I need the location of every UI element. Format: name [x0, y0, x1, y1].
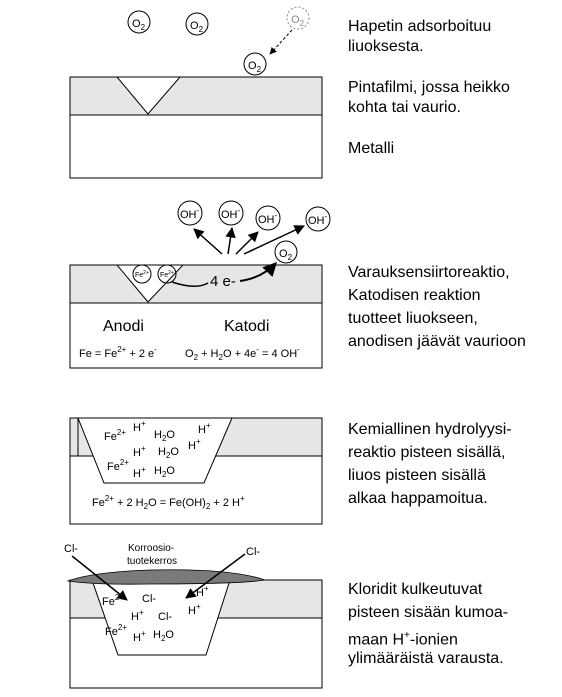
panel-4 [64, 543, 322, 688]
panel2-desc-2: Katodisen reaktion [348, 287, 481, 304]
panel3-desc-4: alkaa happamoitua. [348, 490, 488, 507]
anode-label: Anodi [103, 318, 144, 335]
panel3-desc-3: liuos pisteen sisällä [348, 467, 486, 484]
oh-ion-1 [178, 201, 202, 225]
oh-arrow-2 [228, 228, 232, 254]
oh-arrow-1 [194, 229, 222, 254]
pit4-fe-2: $Fe^{2+}$ [105, 623, 127, 638]
panel-1 [70, 7, 322, 178]
svg-text:O2: $O_2$ [279, 248, 293, 262]
hydrolysis-equation: $Fe^{2+} + 2$ $H_2O = Fe(OH)_2 + 2$ H+ [92, 494, 245, 511]
pit3-water-1: $H_2O$ [154, 429, 175, 443]
pit4-fe-1: $Fe^{2+}$ [102, 593, 124, 608]
svg-text:OH-: OH- [221, 206, 241, 221]
panel2-desc-1: Varauksensiirtoreaktio, [348, 264, 510, 281]
panel2-desc-4: anodisen jäävät vaurioon [348, 333, 526, 350]
o2-molecule-1 [128, 11, 150, 33]
o2-molecule-ghost [287, 7, 309, 29]
pit3-fe-1: $Fe^{2+}$ [104, 428, 126, 443]
svg-text:O2: $O_2$ [248, 60, 262, 74]
panel4-desc-3a: maan H [348, 631, 405, 649]
anode-equation: $Fe = Fe^{2+} + 2$ e- [79, 345, 157, 360]
chloride-label-left: Cl- [64, 543, 79, 555]
adsorption-arrow [270, 30, 292, 54]
pit3-h-3: H+ [133, 444, 146, 459]
oh-ion-4 [306, 207, 330, 231]
svg-text:O2: $O_2$ [190, 20, 204, 34]
oh-ion-3 [256, 206, 280, 230]
pit3-fe-2: $Fe^{2+}$ [107, 458, 129, 473]
panel1-desc-1: Hapetin adsorboituu [348, 18, 492, 35]
panel3-desc-2: reaktio pisteen sisällä, [348, 444, 506, 461]
corrosion-layer-label-1: Korroosio- [128, 543, 175, 554]
pit4-h-4: H+ [133, 629, 146, 644]
surface-film [70, 77, 322, 115]
pit3-h-4: H+ [188, 437, 201, 452]
pit3-water-3: $H_2O$ [154, 465, 175, 479]
o2-molecule-adsorbed [244, 53, 266, 75]
svg-text:OH-: OH- [180, 206, 200, 221]
svg-text:Fe2+: $Fe^{2+}$ [160, 270, 174, 279]
panel4-desc-3b: -ionien [409, 631, 458, 649]
o2-molecule-2 [186, 13, 208, 35]
svg-text:OH-: OH- [258, 211, 278, 226]
o2-molecule-cathode [275, 241, 297, 263]
panel4-desc-2: pisteen sisään kumoa- [348, 604, 509, 621]
pit3-water-2: $H_2O$ [158, 446, 179, 460]
pit4-h-2: H+ [131, 608, 144, 623]
panel4-desc-1: Kloridit kulkeutuvat [348, 581, 483, 598]
panel3-desc-1: Kemiallinen hydrolyysi- [348, 421, 512, 438]
oh-arrow-4 [244, 226, 304, 254]
panel2-desc-3: tuotteet liuokseen, [348, 310, 478, 327]
pit4-h-3: H+ [188, 602, 201, 617]
pit4-water: $H_2O$ [153, 629, 174, 643]
panel4-desc-4: ylimääräistä varausta. [348, 650, 504, 667]
pit4-cl-2: Cl- [158, 611, 173, 623]
chloride-label-right: Cl- [246, 546, 261, 558]
electrons-label: 4 e- [210, 273, 236, 290]
cathode-equation: $O_2 + H_2O + 4e^- = 4$ OH- [185, 345, 300, 362]
panel1-desc-5: Metalli [348, 140, 395, 157]
panel4-desc-3-sup: + [404, 630, 410, 641]
svg-text:Fe2+: $Fe^{2+}$ [135, 270, 149, 279]
panel-2 [70, 201, 330, 368]
corrosion-layer-label-2: tuotekerros [127, 556, 178, 567]
pit3-h-1: H+ [133, 419, 146, 434]
oh-arrow-3 [236, 232, 258, 254]
pit3-h-2: H+ [198, 421, 211, 436]
pit4-cl-1: Cl- [142, 593, 157, 605]
svg-text:O2: $O_2$ [291, 14, 305, 28]
surface-film-2 [70, 265, 322, 303]
metal-base [70, 115, 322, 178]
svg-text:O2: $O_2$ [132, 18, 146, 32]
panel4-desc-3 [348, 626, 458, 650]
panel1-desc-4: kohta tai vaurio. [348, 99, 461, 116]
panel1-desc-2: liuoksesta. [348, 38, 424, 55]
pit4-h-1: H+ [196, 584, 209, 599]
oh-ion-2 [219, 201, 243, 225]
svg-text:OH-: OH- [308, 212, 328, 227]
cathode-label: Katodi [224, 318, 270, 335]
panel-3 [70, 418, 322, 524]
panel1-desc-3: Pintafilmi, jossa heikko [348, 79, 510, 96]
pit3-h-5: H+ [133, 465, 146, 480]
